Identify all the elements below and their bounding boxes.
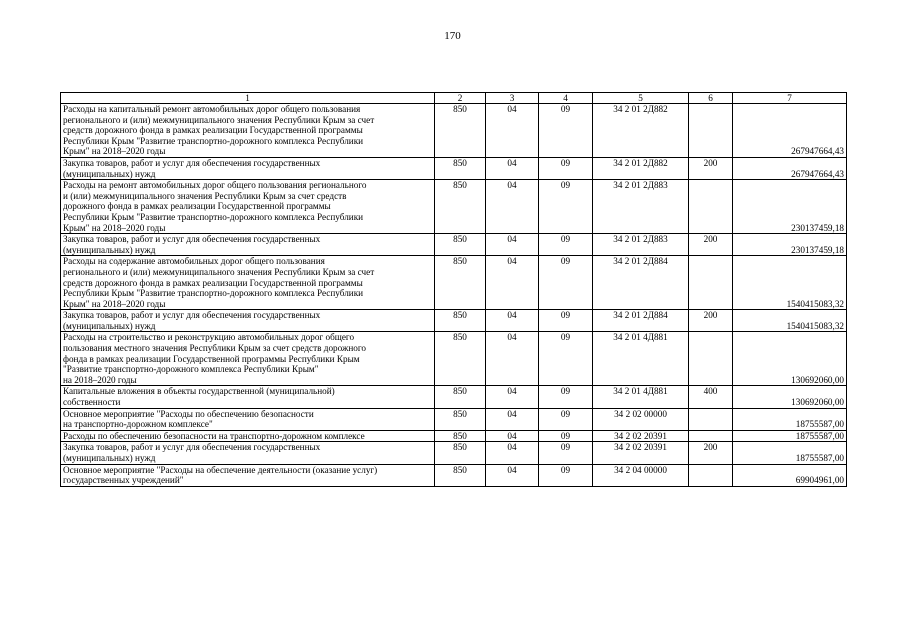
section-code-cell: 04 [486, 430, 539, 442]
amount-cell: 69904961,00 [733, 464, 847, 486]
table-row [61, 180, 847, 234]
subsection-code-cell: 09 [539, 234, 593, 256]
table-row [61, 332, 847, 386]
admin-code-cell: 850 [435, 157, 486, 179]
admin-code-cell: 850 [435, 442, 486, 464]
amount-cell: 230137459,18 [733, 234, 847, 256]
table-body [61, 93, 847, 487]
description-line: Расходы по обеспечению безопасности на транспортно-дорожном комплексе [63, 430, 365, 441]
admin-code-cell: 850 [435, 310, 486, 332]
description-line: (муниципальных) нужд [63, 244, 156, 255]
expense-type-cell [689, 464, 733, 486]
section-code-cell: 04 [486, 408, 539, 430]
admin-code-cell: 850 [435, 464, 486, 486]
target-article-cell: 34 2 01 2Д883 [593, 234, 689, 256]
section-code-cell: 04 [486, 256, 539, 310]
target-article-cell: 34 2 01 2Д884 [593, 310, 689, 332]
description-line: собственности [63, 397, 121, 408]
header-cell: 7 [733, 93, 847, 104]
subsection-code-cell: 09 [539, 430, 593, 442]
table-row [61, 104, 847, 158]
description-line: фонда в рамках реализации Государственной программы Республики Крым [63, 353, 360, 364]
amount-cell: 130692060,00 [733, 332, 847, 386]
description-line: регионального и (или) межмуниципального значения Республики Крым за счет [63, 114, 375, 125]
row-description [61, 234, 435, 256]
admin-code-cell: 850 [435, 234, 486, 256]
row-description [61, 430, 435, 442]
row-description [61, 104, 435, 158]
target-article-cell: 34 2 02 20391 [593, 442, 689, 464]
section-code-cell: 04 [486, 332, 539, 386]
table-row [61, 256, 847, 310]
target-article-cell: 34 2 01 2Д883 [593, 180, 689, 234]
expense-type-cell [689, 180, 733, 234]
amount-cell: 130692060,00 [733, 386, 847, 408]
budget-table [60, 92, 847, 487]
description-line: и (или) межмуниципального значения Республики Крым за счет средств [63, 190, 347, 201]
description-line: средств дорожного фонда в рамках реализации Государственной программы [63, 125, 363, 136]
subsection-code-cell: 09 [539, 180, 593, 234]
expense-type-cell [689, 430, 733, 442]
description-line: (муниципальных) нужд [63, 453, 156, 463]
page-number: 170 [444, 30, 461, 42]
expense-type-cell: 200 [689, 310, 733, 332]
table-row [61, 310, 847, 332]
admin-code-cell: 850 [435, 386, 486, 408]
subsection-code-cell: 09 [539, 386, 593, 408]
expense-type-cell [689, 408, 733, 430]
row-description [61, 310, 435, 332]
admin-code-cell: 850 [435, 104, 486, 158]
description-line: Закупка товаров, работ и услуг для обеспечения государственных [63, 442, 321, 453]
description-line: государственных учреждений" [63, 475, 184, 486]
target-article-cell: 34 2 04 00000 [593, 464, 689, 486]
description-line: "Развитие транспортно-дорожного комплекса Республики Крым" [63, 364, 319, 375]
description-line: Закупка товаров, работ и услуг для обеспечения государственных [63, 157, 321, 168]
target-article-cell: 34 2 02 20391 [593, 430, 689, 442]
expense-type-cell [689, 104, 733, 158]
description-line: Закупка товаров, работ и услуг для обеспечения государственных [63, 310, 321, 321]
row-description [61, 256, 435, 310]
description-line: Крым" на 2018–2020 годы [63, 146, 166, 157]
amount-cell: 1540415083,32 [733, 256, 847, 310]
header-cell: 2 [435, 93, 486, 104]
description-line: на транспортно-дорожном комплексе" [63, 419, 213, 430]
amount-cell: 18755587,00 [733, 408, 847, 430]
subsection-code-cell: 09 [539, 310, 593, 332]
section-code-cell: 04 [486, 157, 539, 179]
amount-cell: 267947664,43 [733, 157, 847, 179]
section-code-cell: 04 [486, 464, 539, 486]
header-cell: 6 [689, 93, 733, 104]
expense-type-cell: 200 [689, 157, 733, 179]
row-description [61, 442, 435, 464]
table-row [61, 234, 847, 256]
subsection-code-cell: 09 [539, 464, 593, 486]
description-line: Основное мероприятие "Расходы на обеспечение деятельности (оказание услуг) [63, 464, 378, 475]
description-line: Расходы на строительство и реконструкцию автомобильных дорог общего [63, 332, 355, 343]
table-row [61, 386, 847, 408]
description-line: на 2018–2020 годы [63, 374, 137, 385]
amount-cell: 267947664,43 [733, 104, 847, 158]
description-line: средств дорожного фонда в рамках реализации Государственной программы [63, 277, 363, 288]
row-description [61, 386, 435, 408]
amount-cell: 1540415083,32 [733, 310, 847, 332]
admin-code-cell: 850 [435, 256, 486, 310]
description-line: Крым" на 2018–2020 годы [63, 222, 166, 233]
subsection-code-cell: 09 [539, 256, 593, 310]
row-description [61, 157, 435, 179]
description-line: Расходы на капитальный ремонт автомобильных дорог общего пользования [63, 104, 361, 114]
expense-type-cell: 200 [689, 442, 733, 464]
table-header-row [61, 93, 847, 104]
header-cell: 4 [539, 93, 593, 104]
target-article-cell: 34 2 01 2Д882 [593, 104, 689, 158]
header-cell: 5 [593, 93, 689, 104]
expense-type-cell [689, 256, 733, 310]
admin-code-cell: 850 [435, 430, 486, 442]
description-line: Расходы на ремонт автомобильных дорог общего пользования регионального [63, 180, 367, 191]
row-description [61, 332, 435, 386]
row-description [61, 180, 435, 234]
admin-code-cell: 850 [435, 332, 486, 386]
amount-cell: 18755587,00 [733, 442, 847, 464]
description-line: Республики Крым "Развитие транспортно-дорожного комплекса Республики [63, 288, 364, 299]
table-row [61, 430, 847, 442]
description-line: Расходы на содержание автомобильных дорог общего пользования [63, 256, 325, 267]
description-line: Республики Крым "Развитие транспортно-дорожного комплекса Республики [63, 135, 364, 146]
subsection-code-cell: 09 [539, 442, 593, 464]
description-line: дорожного фонда в рамках реализации Государственной программы [63, 201, 331, 212]
section-code-cell: 04 [486, 234, 539, 256]
table-row [61, 408, 847, 430]
section-code-cell: 04 [486, 386, 539, 408]
target-article-cell: 34 2 02 00000 [593, 408, 689, 430]
description-line: регионального и (или) межмуниципального значения Республики Крым за счет [63, 266, 375, 277]
section-code-cell: 04 [486, 104, 539, 158]
target-article-cell: 34 2 01 4Д881 [593, 332, 689, 386]
target-article-cell: 34 2 01 2Д884 [593, 256, 689, 310]
subsection-code-cell: 09 [539, 104, 593, 158]
subsection-code-cell: 09 [539, 157, 593, 179]
target-article-cell: 34 2 01 2Д882 [593, 157, 689, 179]
row-description [61, 408, 435, 430]
expense-type-cell: 200 [689, 234, 733, 256]
expense-type-cell [689, 332, 733, 386]
subsection-code-cell: 09 [539, 408, 593, 430]
amount-cell: 18755587,00 [733, 430, 847, 442]
table-row [61, 442, 847, 464]
table-row [61, 157, 847, 179]
header-cell: 1 [61, 93, 435, 104]
section-code-cell: 04 [486, 310, 539, 332]
description-line: Крым" на 2018–2020 годы [63, 298, 166, 309]
target-article-cell: 34 2 01 4Д881 [593, 386, 689, 408]
description-line: Капитальные вложения в объекты государственной (муниципальной) [63, 386, 335, 397]
description-line: (муниципальных) нужд [63, 168, 156, 179]
section-code-cell: 04 [486, 442, 539, 464]
section-code-cell: 04 [486, 180, 539, 234]
header-cell: 3 [486, 93, 539, 104]
description-line: Закупка товаров, работ и услуг для обеспечения государственных [63, 234, 321, 245]
expense-type-cell: 400 [689, 386, 733, 408]
row-description [61, 464, 435, 486]
table-row [61, 464, 847, 486]
amount-cell: 230137459,18 [733, 180, 847, 234]
description-line: Республики Крым "Развитие транспортно-дорожного комплекса Республики [63, 211, 364, 222]
admin-code-cell: 850 [435, 408, 486, 430]
description-line: (муниципальных) нужд [63, 320, 156, 331]
description-line: Основное мероприятие "Расходы по обеспечению безопасности [63, 408, 314, 419]
admin-code-cell: 850 [435, 180, 486, 234]
subsection-code-cell: 09 [539, 332, 593, 386]
description-line: пользования местного значения Республики Крым за счет средств дорожного [63, 343, 366, 354]
